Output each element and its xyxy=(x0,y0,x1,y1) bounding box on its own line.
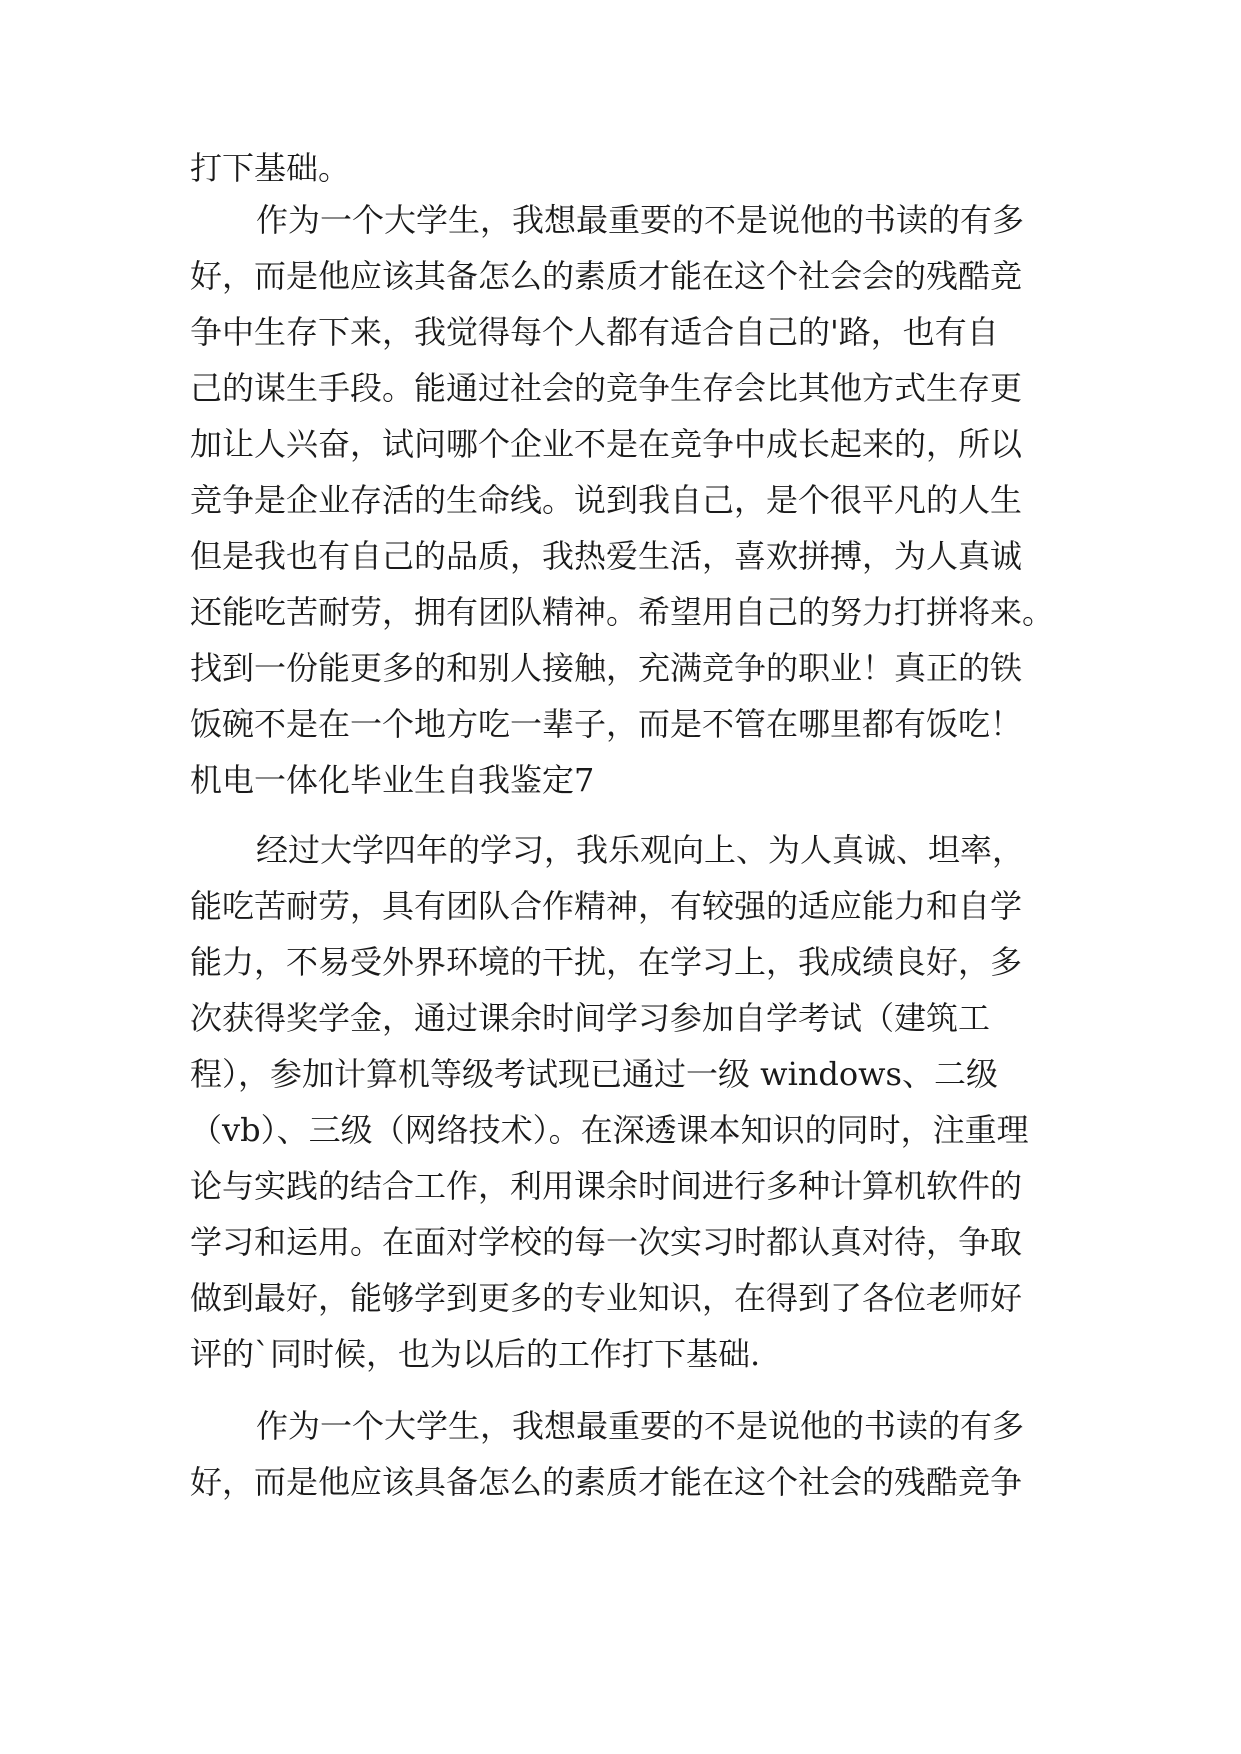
text-line: 竞争是企业存活的生命线。说到我自己，是个很平凡的人生 xyxy=(190,481,1023,519)
text-line: 争中生存下来，我觉得每个人都有适合自己的'路，也有自 xyxy=(190,313,999,351)
text-line: 作为一个大学生，我想最重要的不是说他的书读的有多 xyxy=(256,1407,1025,1445)
paragraph-competition xyxy=(190,192,1070,808)
text-line: 打下基础。 xyxy=(190,149,351,187)
text-line: 找到一份能更多的和别人接触，充满竞争的职业！真正的铁 xyxy=(190,649,1023,687)
text-line: 评的`同时候，也为以后的工作打下基础. xyxy=(190,1335,761,1373)
text-line: 饭碗不是在一个地方吃一辈子，而是不管在哪里都有饭吃！ xyxy=(190,705,1023,743)
text-line: 做到最好，能够学到更多的专业知识，在得到了各位老师好 xyxy=(190,1279,1023,1317)
text-line: 好，而是他应该具备怎么的素质才能在这个社会的残酷竞争 xyxy=(190,1463,1023,1501)
paragraph-self-assessment xyxy=(190,822,1070,1382)
paragraph-continuation xyxy=(190,140,1070,196)
text-line: 程），参加计算机等级考试现已通过一级 windows、二级 xyxy=(190,1055,998,1093)
paragraph-competition-repeat xyxy=(190,1398,1070,1510)
text-line: 加让人兴奋，试问哪个企业不是在竞争中成长起来的，所以 xyxy=(190,425,1023,463)
text-line: 学习和运用。在面对学校的每一次实习时都认真对待，争取 xyxy=(190,1223,1023,1261)
text-line: 但是我也有自己的品质，我热爱生活，喜欢拼搏，为人真诚 xyxy=(190,537,1023,575)
text-line: 还能吃苦耐劳，拥有团队精神。希望用自己的努力打拼将来。 xyxy=(190,593,1055,631)
section-heading: 机电一体化毕业生自我鉴定7 xyxy=(190,761,595,799)
text-line: 能力，不易受外界环境的干扰，在学习上，我成绩良好，多 xyxy=(190,943,1023,981)
text-line: 能吃苦耐劳，具有团队合作精神，有较强的适应能力和自学 xyxy=(190,887,1023,925)
text-line: （vb）、三级（网络技术）。在深透课本知识的同时，注重理 xyxy=(190,1111,1029,1149)
text-line: 经过大学四年的学习，我乐观向上、为人真诚、坦率， xyxy=(256,831,1025,869)
text-line: 次获得奖学金，通过课余时间学习参加自学考试（建筑工 xyxy=(190,999,991,1037)
text-line: 作为一个大学生，我想最重要的不是说他的书读的有多 xyxy=(256,201,1025,239)
text-line: 己的谋生手段。能通过社会的竞争生存会比其他方式生存更 xyxy=(190,369,1023,407)
text-line: 论与实践的结合工作，利用课余时间进行多种计算机软件的 xyxy=(190,1167,1023,1205)
text-line: 好，而是他应该其备怎么的素质才能在这个社会会的残酷竞 xyxy=(190,257,1023,295)
